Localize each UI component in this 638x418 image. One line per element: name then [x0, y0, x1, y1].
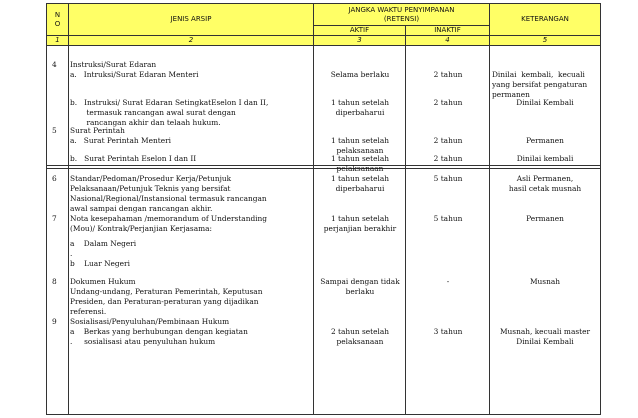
- row-9-inaktif: 3 tahun: [433, 327, 463, 336]
- row-7b-text: b Luar Negeri: [70, 259, 130, 268]
- header-jangka-waktu: JANGKA WAKTU PENYIMPANAN (RETENSI): [313, 3, 490, 26]
- row-9-title: Sosialisasi/Penyuluhan/Pembinaan Hukum: [70, 317, 230, 326]
- row-5b-text: b. Surat Perintah Eselon I dan II: [70, 154, 197, 163]
- row-6-aktif: 1 tahun setelah diperbaharui: [330, 174, 390, 193]
- row-9-keterangan: Musnah, kecuali master Dinilai Kembali: [499, 327, 591, 346]
- row-5-title: Surat Perintah: [70, 126, 125, 135]
- retention-table: [46, 3, 601, 415]
- row-7-number: 7: [52, 214, 57, 223]
- row-5b-inaktif: 2 tahun: [433, 154, 463, 163]
- row-8-keterangan: Musnah: [529, 277, 561, 286]
- row-7-aktif: 1 tahun setelah perjanjian berakhir: [323, 214, 397, 233]
- row-6-inaktif: 5 tahun: [433, 174, 463, 183]
- row-5a-inaktif: 2 tahun: [433, 136, 463, 145]
- row-8-aktif: Sampai dengan tidak berlaku: [320, 277, 400, 296]
- colnum-3: 3: [313, 35, 406, 46]
- row-4-number: 4: [52, 60, 57, 69]
- colnum-1: 1: [46, 35, 69, 46]
- header-keterangan: KETERANGAN: [489, 3, 601, 36]
- row-4b-inaktif: 2 tahun: [433, 98, 463, 107]
- row-5b-aktif: 1 tahun setelah pelaksanaan: [330, 154, 390, 173]
- row-9-number: 9: [52, 317, 57, 326]
- row-5-number: 5: [52, 126, 57, 135]
- row-5a-text: a. Surat Perintah Menteri: [70, 136, 171, 145]
- row-5b-keterangan: Dinilai kembali: [516, 154, 574, 163]
- row-4a-text: a. Intruksi/Surat Edaran Menteri: [70, 70, 199, 79]
- row-9a-text: a Berkas yang berhubungan dengan kegiatan . sosialisasi atau penyuluhan hukum: [70, 327, 248, 346]
- header-inaktif: INAKTIF: [405, 25, 490, 36]
- row-4a-aktif: Selama berlaku: [330, 70, 390, 79]
- row-8-text: Dokumen Hukum Undang-undang, Peraturan Pemerintah, Keputusan Presiden, dan Peraturan-peraturan yang dijadikan referensi.: [70, 277, 263, 316]
- row-4a-inaktif: 2 tahun: [433, 70, 463, 79]
- row-7-text: Nota kesepahaman /memorandum of Understanding (Mou)/ Kontrak/Perjanjian Kerjasama:: [70, 214, 268, 233]
- row-6-text: Standar/Pedoman/Prosedur Kerja/Petunjuk Pelaksanaan/Petunjuk Teknis yang bersifat Nasional/Regional/Instansional termasuk rancangan awal sampai dengan rancangan akhir.: [70, 174, 267, 213]
- row-6-number: 6: [52, 174, 57, 183]
- colnum-2: 2: [68, 35, 314, 46]
- row-7-inaktif: 5 tahun: [433, 214, 463, 223]
- row-9-aktif: 2 tahun setelah pelaksanaan: [330, 327, 390, 346]
- colnum-5: 5: [489, 35, 601, 46]
- row-4b-keterangan: Dinilai Kembali: [516, 98, 574, 107]
- row-7a-text: a Dalam Negeri .: [70, 239, 137, 258]
- row-8-inaktif: -: [446, 277, 450, 286]
- colnum-4: 4: [405, 35, 490, 46]
- row-7-keterangan: Permanen: [526, 214, 564, 223]
- header-no: N O: [46, 3, 69, 36]
- header-aktif: AKTIF: [313, 25, 406, 36]
- header-jenis-arsip: JENIS ARSIP: [68, 3, 314, 36]
- row-4b-aktif: 1 tahun setelah diperbaharui: [330, 98, 390, 117]
- row-8-number: 8: [52, 277, 57, 286]
- row-4b-text: b. Instruksi/ Surat Edaran SetingkatEselon I dan II, termasuk rancangan awal surat dengan rancangan akhir dan telaah hukum.: [70, 98, 269, 127]
- row-5a-aktif: 1 tahun setelah pelaksanaan: [330, 136, 390, 155]
- row-4-title: Instruksi/Surat Edaran: [70, 60, 157, 69]
- row-6-keterangan: Asli Permanen, hasil cetak musnah: [508, 174, 582, 193]
- row-4a-keterangan: Dinilai kembali, kecuali yang bersifat pengaturan permanen: [492, 70, 588, 99]
- row-5a-keterangan: Permanen: [526, 136, 564, 145]
